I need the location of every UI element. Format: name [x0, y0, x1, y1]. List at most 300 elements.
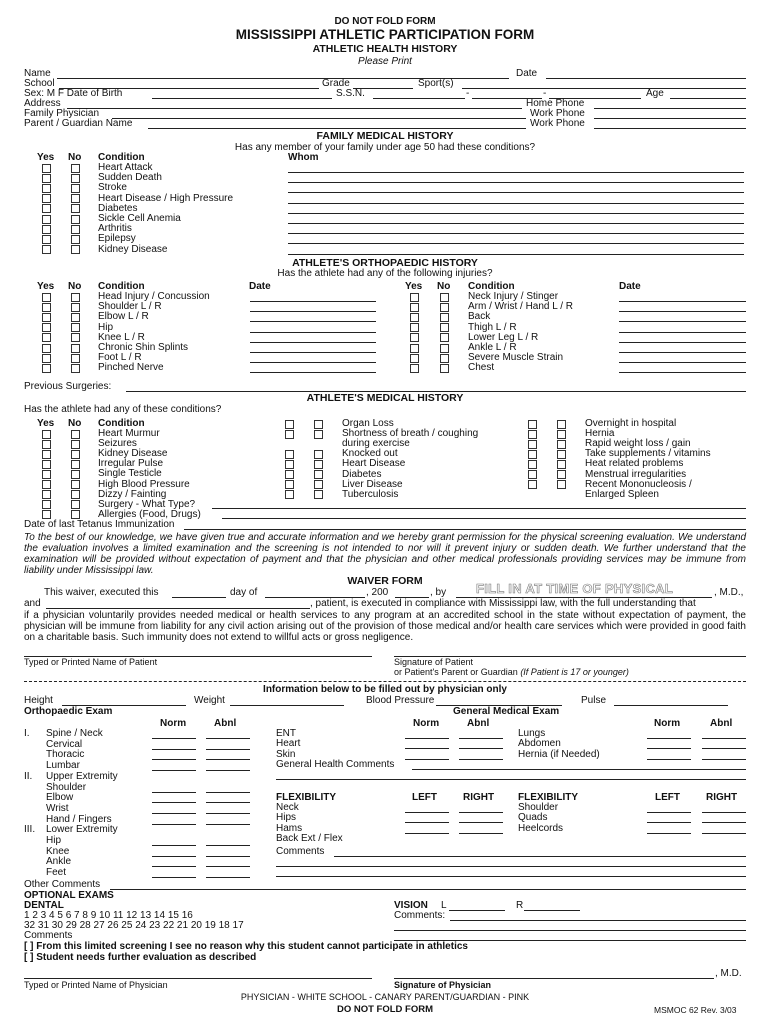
ortho-exam-norm-field[interactable]: [152, 738, 196, 739]
ortho-exam-label: Feet: [46, 867, 67, 879]
medical-no-checkbox[interactable]: [314, 420, 323, 429]
ortho-exam-abnl-field[interactable]: [206, 813, 250, 814]
ortho-condition-header-right: Condition: [468, 281, 515, 292]
flexibility-right-field[interactable]: [702, 833, 746, 834]
ortho-no-checkbox[interactable]: [440, 344, 449, 353]
ortho-date-field[interactable]: [250, 342, 376, 343]
medical-condition-label: Organ Loss: [342, 418, 394, 429]
medical-no-checkbox[interactable]: [557, 420, 566, 429]
ortho-exam-abnl-field[interactable]: [206, 738, 250, 739]
waiver-title: WAIVER FORM: [347, 575, 423, 587]
ortho-date-field[interactable]: [250, 372, 376, 373]
medical-yes-header: Yes: [37, 418, 55, 429]
address-label: Address: [24, 98, 61, 109]
ortho-yes-checkbox[interactable]: [42, 354, 51, 363]
physician-only-title: Information below to be filled out by physician only: [263, 684, 507, 695]
family-no-checkbox[interactable]: [71, 245, 80, 254]
ortho-yes-checkbox[interactable]: [42, 344, 51, 353]
physician-signature-line[interactable]: [394, 978, 714, 979]
ortho-history-question: Has the athlete had any of the following injuries?: [277, 268, 493, 279]
medical-condition-label: Dizzy / Fainting: [98, 488, 167, 500]
ssn-field-1[interactable]: [373, 98, 465, 99]
medical-yes-checkbox[interactable]: [285, 480, 294, 489]
vision-title: VISION: [394, 900, 428, 911]
medical-condition-label: Knocked out: [342, 448, 398, 460]
signature-physician-label: Signature of Physician: [394, 980, 492, 990]
ortho-exam-norm-field[interactable]: [152, 877, 196, 878]
medical-yes-checkbox[interactable]: [528, 430, 537, 439]
family-yes-checkbox[interactable]: [42, 164, 51, 173]
general-exam-label: Abdomen: [518, 738, 561, 750]
ortho-exam-abnl-field[interactable]: [206, 845, 250, 846]
family-yes-checkbox[interactable]: [42, 174, 51, 183]
medical-no-checkbox[interactable]: [71, 470, 80, 479]
ortho-exam-abnl-field[interactable]: [206, 749, 250, 750]
surgery-type-field[interactable]: [212, 508, 746, 509]
medical-history-title: ATHLETE'S MEDICAL HISTORY: [306, 392, 464, 404]
medical-yes-checkbox[interactable]: [285, 490, 294, 499]
home-phone-field[interactable]: [594, 108, 746, 109]
general-exam-label: Skin: [276, 748, 296, 760]
grade-label: Grade: [322, 78, 350, 89]
tetanus-field[interactable]: [184, 529, 746, 530]
ortho-no-checkbox[interactable]: [440, 323, 449, 332]
family-yes-checkbox[interactable]: [42, 245, 51, 254]
ortho-exam-title: Orthopaedic Exam: [24, 706, 113, 717]
family-physician-field[interactable]: [112, 118, 526, 119]
family-condition-label: Stroke: [98, 182, 127, 194]
optional-exams-title: OPTIONAL EXAMS: [24, 890, 114, 901]
medical-yes-checkbox[interactable]: [285, 450, 294, 459]
general-exam-abnl-field[interactable]: [702, 759, 746, 760]
medical-no-checkbox[interactable]: [557, 470, 566, 479]
ortho-no-checkbox[interactable]: [71, 293, 80, 302]
ortho-date-header-right: Date: [619, 281, 641, 292]
family-no-checkbox[interactable]: [71, 235, 80, 244]
medical-no-checkbox[interactable]: [314, 460, 323, 469]
ortho-exam-label: Cervical: [46, 738, 83, 750]
ortho-date-field[interactable]: [250, 352, 376, 353]
family-history-title: FAMILY MEDICAL HISTORY: [316, 130, 454, 142]
flex-left-header: LEFT: [412, 792, 437, 803]
ortho-yes-checkbox[interactable]: [410, 354, 419, 363]
medical-no-checkbox[interactable]: [314, 450, 323, 459]
date-field[interactable]: [546, 78, 746, 79]
flexibility-left-field[interactable]: [405, 833, 449, 834]
vision-comments-field-2[interactable]: [394, 930, 746, 931]
age-field[interactable]: [670, 98, 746, 99]
flex-comments-field[interactable]: [334, 856, 746, 857]
medical-condition-label: Menstrual irregularities: [585, 468, 687, 480]
family-no-checkbox[interactable]: [71, 174, 80, 183]
general-exam-abnl-field[interactable]: [702, 748, 746, 749]
work-phone-label: Work Phone: [530, 108, 585, 119]
ortho-norm-header: Norm: [160, 718, 187, 729]
ortho-exam-label: Ankle: [46, 856, 72, 868]
vision-left-label: L: [441, 900, 447, 911]
family-no-checkbox[interactable]: [71, 184, 80, 193]
address-field[interactable]: [67, 108, 522, 109]
other-comments-field[interactable]: [110, 889, 746, 890]
ortho-exam-label: Lower Extremity: [46, 824, 118, 836]
ortho-condition-label: Knee L / R: [98, 331, 145, 343]
ortho-no-checkbox[interactable]: [440, 364, 449, 373]
ortho-exam-norm-field[interactable]: [152, 856, 196, 857]
ortho-yes-checkbox[interactable]: [410, 293, 419, 302]
ortho-date-field[interactable]: [619, 342, 746, 343]
general-exam-norm-field[interactable]: [647, 738, 691, 739]
ortho-date-field[interactable]: [619, 321, 746, 322]
ortho-date-field[interactable]: [250, 362, 376, 363]
medical-condition-label: Heart Murmur: [98, 428, 160, 439]
ortho-date-field[interactable]: [619, 311, 746, 312]
ortho-date-field[interactable]: [619, 372, 746, 373]
ortho-date-field[interactable]: [619, 332, 746, 333]
medical-yes-checkbox[interactable]: [42, 470, 51, 479]
medical-no-checkbox[interactable]: [557, 450, 566, 459]
flex-left-header-right: LEFT: [655, 792, 680, 803]
general-exam-abnl-field[interactable]: [459, 748, 503, 749]
ortho-yes-checkbox[interactable]: [410, 344, 419, 353]
ortho-no-checkbox[interactable]: [71, 333, 80, 342]
family-condition-label: Heart Disease / High Pressure: [98, 192, 234, 204]
ortho-yes-checkbox[interactable]: [410, 333, 419, 342]
medical-no-checkbox[interactable]: [71, 500, 80, 509]
family-whom-field[interactable]: [288, 223, 744, 224]
waiver-line1-d: , by: [430, 587, 447, 598]
family-yes-checkbox[interactable]: [42, 235, 51, 244]
family-no-header: No: [68, 152, 82, 163]
ortho-exam-abnl-field[interactable]: [206, 802, 250, 803]
flexibility-label: Neck: [276, 802, 299, 813]
further-evaluation-statement[interactable]: [ ] Student needs further evaluation as described: [24, 952, 257, 963]
ortho-no-header-right: No: [437, 281, 451, 292]
ortho-exam-number: II.: [24, 770, 33, 782]
waiver-line1-a: This waiver, executed this: [44, 587, 159, 598]
typed-physician-label: Typed or Printed Name of Physician: [24, 980, 168, 990]
family-whom-header: Whom: [288, 152, 319, 163]
signature-age-note: (If Patient is 17 or younger): [520, 667, 629, 677]
ortho-exam-number: III.: [24, 824, 36, 836]
ortho-condition-label: Head Injury / Concussion: [98, 291, 210, 302]
ortho-no-header-left: No: [68, 281, 82, 292]
flex-right-header-right: RIGHT: [706, 792, 738, 803]
vision-right-label: R: [516, 900, 524, 911]
family-condition-label: Heart Attack: [98, 162, 153, 173]
ortho-no-checkbox[interactable]: [71, 354, 80, 363]
ortho-exam-abnl-field[interactable]: [206, 792, 250, 793]
ortho-exam-label: Elbow: [46, 792, 74, 804]
medical-yes-checkbox[interactable]: [42, 480, 51, 489]
ortho-date-field[interactable]: [250, 311, 376, 312]
clearance-statement[interactable]: [ ] From this limited screening I see no reason why this student cannot participate in athletics: [24, 941, 468, 952]
family-no-checkbox[interactable]: [71, 164, 80, 173]
ortho-yes-checkbox[interactable]: [42, 313, 51, 322]
family-yes-checkbox[interactable]: [42, 194, 51, 203]
medical-no-checkbox[interactable]: [557, 440, 566, 449]
medical-no-checkbox[interactable]: [71, 480, 80, 489]
general-exam-abnl-field[interactable]: [702, 738, 746, 739]
general-exam-label: Lungs: [518, 728, 546, 739]
medical-condition-label: High Blood Pressure: [98, 478, 190, 490]
ortho-date-field[interactable]: [619, 352, 746, 353]
flexibility-right-field[interactable]: [459, 812, 503, 813]
medical-yes-checkbox[interactable]: [285, 420, 294, 429]
medical-no-checkbox[interactable]: [314, 430, 323, 439]
family-physician-label: Family Physician: [24, 108, 100, 119]
general-exam-norm-field[interactable]: [405, 759, 449, 760]
copy-distribution: PHYSICIAN - WHITE SCHOOL - CANARY PARENT/GUARDIAN - PINK: [240, 992, 530, 1002]
ortho-exam-norm-field[interactable]: [152, 845, 196, 846]
family-whom-field[interactable]: [288, 182, 744, 183]
medical-condition-label: Single Testicle: [98, 468, 162, 480]
family-yes-checkbox[interactable]: [42, 204, 51, 213]
weight-label: Weight: [194, 695, 225, 706]
general-comments-field[interactable]: [412, 769, 746, 770]
flexibility-label: Hams: [276, 822, 303, 834]
general-exam-norm-field[interactable]: [647, 748, 691, 749]
ortho-condition-label: Lower Leg L / R: [468, 331, 539, 343]
ortho-exam-norm-field[interactable]: [152, 770, 196, 771]
ortho-exam-label: Spine / Neck: [46, 728, 103, 739]
dental-teeth-bottom[interactable]: 32 31 30 29 28 27 26 25 24 23 22 21 20 19 18 17: [24, 920, 244, 931]
medical-no-checkbox[interactable]: [314, 480, 323, 489]
general-exam-abnl-field[interactable]: [459, 738, 503, 739]
medical-no-checkbox[interactable]: [71, 460, 80, 469]
medical-yes-checkbox[interactable]: [528, 460, 537, 469]
family-no-checkbox[interactable]: [71, 204, 80, 213]
medical-yes-checkbox[interactable]: [42, 450, 51, 459]
family-yes-checkbox[interactable]: [42, 215, 51, 224]
ortho-no-checkbox[interactable]: [71, 323, 80, 332]
ortho-no-checkbox[interactable]: [71, 364, 80, 373]
general-comments-field-2[interactable]: [276, 779, 746, 780]
waiver-day-field[interactable]: [172, 597, 226, 598]
medical-yes-checkbox[interactable]: [42, 440, 51, 449]
family-yes-checkbox[interactable]: [42, 225, 51, 234]
ortho-yes-checkbox[interactable]: [410, 364, 419, 373]
fill-in-stamp: FILL IN AT TIME OF PHYSICAL: [476, 581, 674, 596]
blood-pressure-label: Blood Pressure: [366, 695, 435, 706]
pulse-field[interactable]: [614, 705, 728, 706]
ortho-condition-label: Pinched Nerve: [98, 362, 164, 374]
ortho-yes-checkbox[interactable]: [42, 364, 51, 373]
ortho-condition-header-left: Condition: [98, 281, 145, 292]
ortho-exam-norm-field[interactable]: [152, 802, 196, 803]
waiver-patient-field[interactable]: [46, 608, 310, 609]
ortho-date-field[interactable]: [619, 301, 746, 302]
physician-typed-name-line[interactable]: [24, 978, 372, 979]
ortho-condition-label: Thigh L / R: [468, 321, 517, 333]
ortho-exam-label: Hip: [46, 835, 62, 846]
medical-condition-label: Heart Disease: [342, 458, 406, 470]
family-whom-field[interactable]: [288, 213, 744, 214]
flexibility-left-field[interactable]: [647, 833, 691, 834]
ortho-condition-label: Severe Muscle Strain: [468, 352, 564, 364]
school-label: School: [24, 78, 55, 89]
ortho-yes-checkbox[interactable]: [42, 303, 51, 312]
ortho-condition-label: Back: [468, 311, 491, 323]
ortho-yes-checkbox[interactable]: [42, 333, 51, 342]
medical-no-checkbox[interactable]: [71, 450, 80, 459]
medical-condition-label: Heat related problems: [585, 458, 684, 470]
family-no-checkbox[interactable]: [71, 225, 80, 234]
flexibility-label: Quads: [518, 812, 548, 824]
medical-yes-checkbox[interactable]: [528, 450, 537, 459]
ortho-exam-abnl-field[interactable]: [206, 856, 250, 857]
flex-comments-field-2[interactable]: [276, 866, 746, 867]
ortho-yes-checkbox[interactable]: [410, 303, 419, 312]
medical-no-checkbox[interactable]: [314, 490, 323, 499]
medical-yes-checkbox[interactable]: [42, 510, 51, 519]
flexibility-left-field[interactable]: [647, 822, 691, 823]
medical-no-checkbox[interactable]: [71, 510, 80, 519]
medical-yes-checkbox[interactable]: [42, 490, 51, 499]
ortho-condition-label: Hip: [98, 321, 114, 333]
work-phone2-field[interactable]: [594, 128, 746, 129]
medical-yes-checkbox[interactable]: [285, 460, 294, 469]
family-whom-field[interactable]: [288, 233, 744, 234]
parent-guardian-label: Parent / Guardian Name: [24, 118, 133, 129]
medical-yes-checkbox[interactable]: [42, 460, 51, 469]
ortho-no-checkbox[interactable]: [71, 344, 80, 353]
vision-left-field[interactable]: [449, 910, 505, 911]
ortho-date-field[interactable]: [250, 321, 376, 322]
flexibility-left-field[interactable]: [405, 822, 449, 823]
ortho-date-field[interactable]: [619, 362, 746, 363]
flexibility-right-field[interactable]: [702, 822, 746, 823]
ortho-no-checkbox[interactable]: [440, 313, 449, 322]
ortho-exam-norm-field[interactable]: [152, 749, 196, 750]
parent-guardian-field[interactable]: [148, 128, 526, 129]
ortho-exam-number: I.: [24, 728, 30, 739]
medical-yes-checkbox[interactable]: [285, 430, 294, 439]
family-condition-header: Condition: [98, 152, 145, 163]
medical-no-checkbox[interactable]: [71, 430, 80, 439]
weight-field[interactable]: [230, 705, 344, 706]
ortho-yes-checkbox[interactable]: [42, 293, 51, 302]
flexibility-left-field[interactable]: [405, 812, 449, 813]
ortho-no-checkbox[interactable]: [440, 333, 449, 342]
medical-no-checkbox[interactable]: [557, 430, 566, 439]
general-exam-abnl-field[interactable]: [459, 759, 503, 760]
medical-yes-checkbox[interactable]: [42, 500, 51, 509]
general-exam-label: Hernia (if Needed): [518, 748, 600, 760]
vision-comments-field[interactable]: [450, 920, 746, 921]
medical-yes-checkbox[interactable]: [528, 440, 537, 449]
family-whom-field[interactable]: [288, 172, 744, 173]
ortho-no-checkbox[interactable]: [440, 354, 449, 363]
flex-comments-field-3[interactable]: [276, 876, 746, 877]
medical-condition-label: Kidney Disease: [98, 448, 168, 460]
family-yes-checkbox[interactable]: [42, 184, 51, 193]
family-whom-field[interactable]: [288, 192, 744, 193]
medical-no-checkbox[interactable]: [314, 470, 323, 479]
sports-label: Sport(s): [418, 78, 454, 89]
ortho-exam-label: Lumbar: [46, 760, 80, 772]
flexibility-left-field[interactable]: [647, 812, 691, 813]
medical-yes-checkbox[interactable]: [528, 480, 537, 489]
medical-history-question: Has the athlete had any of these conditions?: [24, 404, 222, 415]
general-exam-norm-field[interactable]: [405, 748, 449, 749]
family-whom-field[interactable]: [288, 254, 744, 255]
ortho-exam-norm-field[interactable]: [152, 813, 196, 814]
tetanus-label: Date of last Tetanus Immunization: [24, 519, 175, 530]
medical-yes-checkbox[interactable]: [528, 470, 537, 479]
ortho-condition-label: Ankle L / R: [468, 342, 517, 353]
vision-right-field[interactable]: [524, 910, 580, 911]
ortho-date-field[interactable]: [250, 332, 376, 333]
medical-yes-checkbox[interactable]: [285, 470, 294, 479]
flexibility-header-right: FLEXIBILITY: [518, 792, 578, 803]
form-number: MSMOC 62 Rev. 3/03: [654, 1005, 737, 1015]
flexibility-label: Heelcords: [518, 822, 564, 834]
ortho-exam-norm-field[interactable]: [152, 792, 196, 793]
form-title: MISSISSIPPI ATHLETIC PARTICIPATION FORM: [235, 27, 535, 42]
flexibility-right-field[interactable]: [459, 822, 503, 823]
signature-guardian-label: or Patient's Parent or Guardian: [394, 667, 518, 677]
ortho-exam-abnl-field[interactable]: [206, 824, 250, 825]
ortho-exam-abnl-field[interactable]: [206, 877, 250, 878]
medical-condition-label: Liver Disease: [342, 478, 403, 490]
ortho-condition-label: Shoulder L / R: [98, 301, 162, 313]
ortho-exam-abnl-field[interactable]: [206, 866, 250, 867]
ortho-no-checkbox[interactable]: [440, 303, 449, 312]
dob-field[interactable]: [152, 98, 332, 99]
medical-condition-label: Surgery - What Type?: [98, 498, 196, 510]
medical-yes-checkbox[interactable]: [528, 420, 537, 429]
ortho-no-checkbox[interactable]: [71, 313, 80, 322]
name-label: Name: [24, 68, 51, 79]
medical-no-checkbox[interactable]: [71, 440, 80, 449]
ortho-exam-norm-field[interactable]: [152, 759, 196, 760]
ortho-exam-norm-field[interactable]: [152, 824, 196, 825]
medical-yes-checkbox[interactable]: [42, 430, 51, 439]
medical-no-checkbox[interactable]: [557, 460, 566, 469]
family-no-checkbox[interactable]: [71, 194, 80, 203]
general-exam-norm-field[interactable]: [647, 759, 691, 760]
family-whom-field[interactable]: [288, 203, 744, 204]
family-no-checkbox[interactable]: [71, 215, 80, 224]
general-exam-label: ENT: [276, 728, 296, 739]
work-phone-field[interactable]: [594, 118, 746, 119]
ortho-date-field[interactable]: [250, 301, 376, 302]
medical-no-checkbox[interactable]: [557, 480, 566, 489]
family-condition-label: Epilepsy: [98, 233, 136, 245]
ortho-no-checkbox[interactable]: [71, 303, 80, 312]
sports-field[interactable]: [462, 88, 746, 89]
ortho-exam-abnl-field[interactable]: [206, 759, 250, 760]
allergies-field[interactable]: [222, 518, 746, 519]
ortho-yes-checkbox[interactable]: [42, 323, 51, 332]
ortho-exam-abnl-field[interactable]: [206, 770, 250, 771]
flexibility-right-field[interactable]: [459, 833, 503, 834]
waiver-line2-a: and: [24, 598, 41, 609]
flexibility-right-field[interactable]: [702, 812, 746, 813]
ortho-yes-checkbox[interactable]: [410, 323, 419, 332]
ortho-no-checkbox[interactable]: [440, 293, 449, 302]
family-whom-field[interactable]: [288, 243, 744, 244]
family-history-question: Has any member of your family under age 50 had these conditions?: [234, 142, 536, 153]
medical-no-checkbox[interactable]: [71, 490, 80, 499]
signature-patient-label: Signature of Patient: [394, 657, 474, 667]
general-exam-norm-field[interactable]: [405, 738, 449, 739]
ortho-exam-norm-field[interactable]: [152, 866, 196, 867]
ortho-exam-label: Knee: [46, 845, 70, 857]
general-abnl-header: Abnl: [467, 718, 490, 729]
dental-teeth-top[interactable]: 1 2 3 4 5 6 7 8 9 10 11 12 13 14 15 16: [24, 910, 193, 921]
ortho-yes-checkbox[interactable]: [410, 313, 419, 322]
